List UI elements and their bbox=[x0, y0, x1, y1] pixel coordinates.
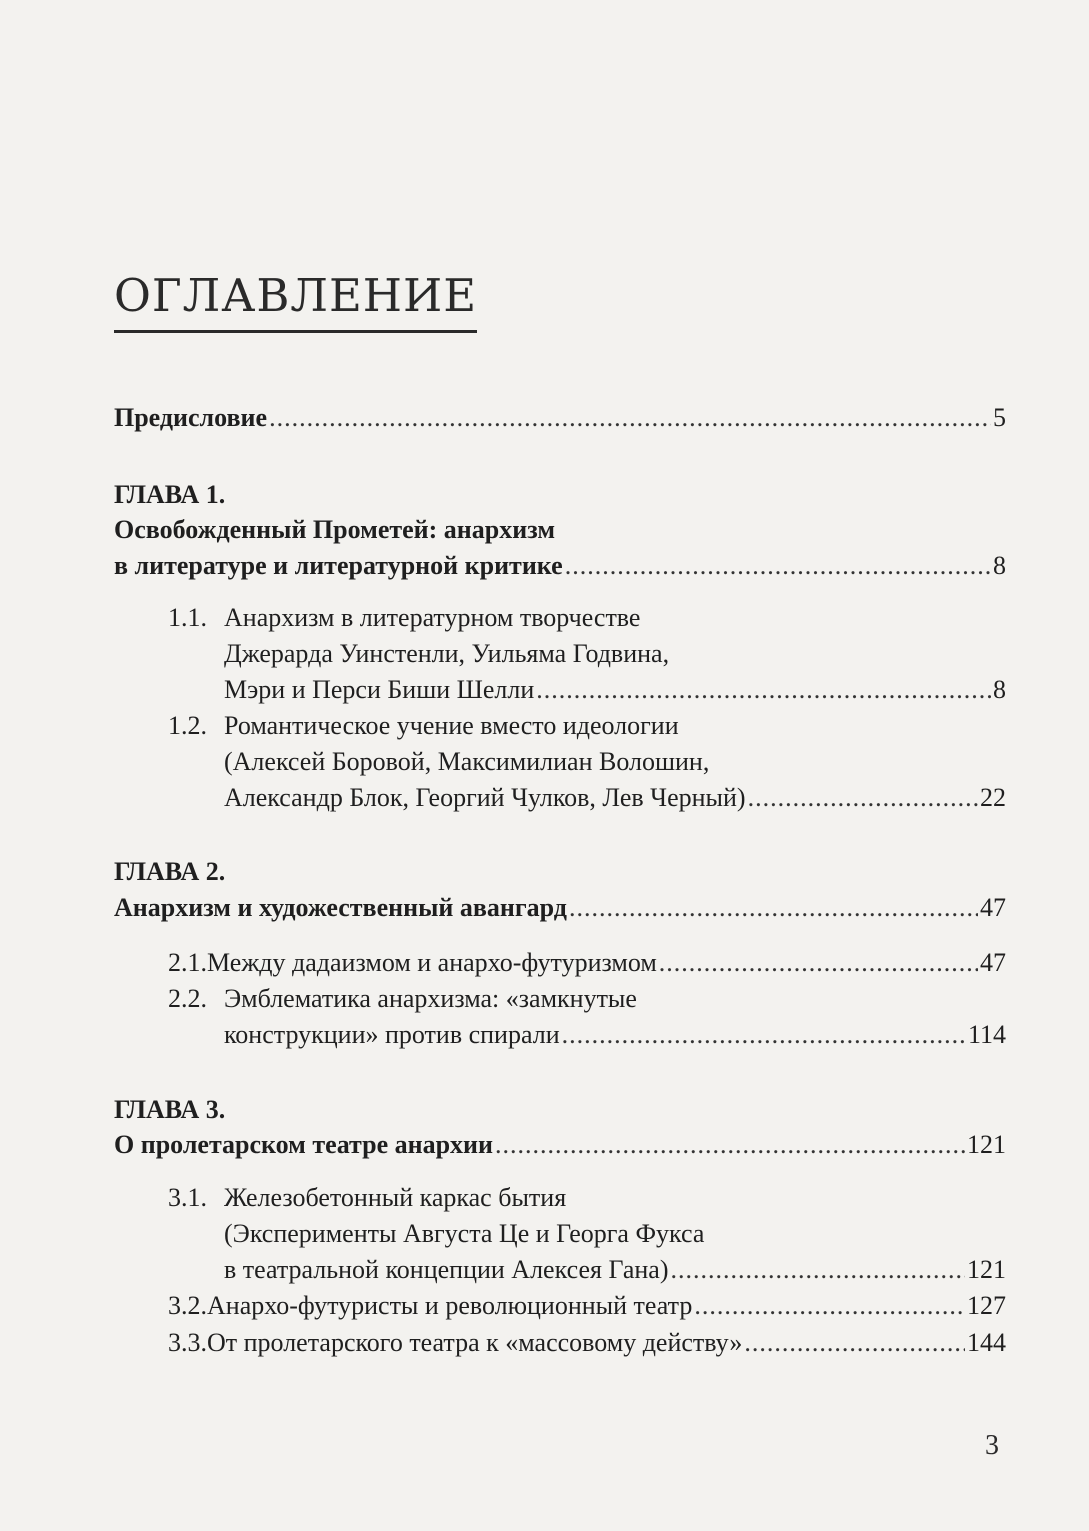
page-ref: 121 bbox=[967, 1130, 1006, 1159]
section-number: 2.2. bbox=[168, 984, 207, 1013]
page-ref: 144 bbox=[967, 1328, 1006, 1357]
toc-entry-preface[interactable] bbox=[114, 400, 1006, 436]
toc-entry-section-2-1[interactable]: 2.1. Между дадаизмом и анархо-футуризмом ..... 47 bbox=[168, 945, 1006, 981]
page-number: 3 bbox=[985, 1430, 999, 1461]
toc-entry-chapter-1[interactable] bbox=[114, 512, 1006, 584]
page-ref: 47 bbox=[980, 948, 1006, 977]
toc-entry-section-3-1[interactable]: 3.1. Железобетонный каркас бытия (Эксперименты Августа Це и Георга Фукса в театральной концепции Алексея Гана) ..... 121 bbox=[168, 1180, 1006, 1288]
page-ref: 114 bbox=[967, 1020, 1006, 1049]
section-number: 1.2. bbox=[168, 711, 207, 740]
page-ref: 127 bbox=[967, 1291, 1006, 1320]
page-ref: 47 bbox=[980, 893, 1006, 922]
toc-title: ОГЛАВЛЕНИЕ bbox=[114, 270, 477, 333]
toc-entry-chapter-2[interactable] bbox=[114, 890, 1006, 926]
entry-label: О пролетарском театре анархии bbox=[114, 1130, 494, 1159]
leader-dots bbox=[562, 1017, 966, 1053]
leader-dots bbox=[694, 1288, 965, 1324]
leader-dots bbox=[744, 1325, 965, 1361]
section-number: 3.3. bbox=[168, 1328, 207, 1357]
section-number: 3.1. bbox=[168, 1183, 207, 1212]
toc-entry-section-1-1[interactable]: 1.1. Анархизм в литературном творчестве Джерарда Уинстенли, Уильяма Годвина, Мэри и Перси Биши Шелли ..... 8 bbox=[168, 600, 1006, 708]
page-ref: 121 bbox=[967, 1255, 1006, 1284]
section-number: 3.2. bbox=[168, 1291, 207, 1320]
section-number: 1.1. bbox=[168, 603, 207, 632]
toc-entry-section-1-2[interactable]: 1.2. Романтическое учение вместо идеологии (Алексей Боровой, Максимилиан Волошин, Александр Блок, Георгий Чулков, Лев Черный) ..... 22 bbox=[168, 708, 1006, 816]
entry-label: Анархизм и художественный авангард bbox=[114, 893, 567, 922]
chapter-1-heading: ГЛАВА 1. bbox=[114, 480, 226, 509]
entry-label: Предисловие bbox=[114, 403, 268, 432]
leader-dots bbox=[569, 890, 978, 926]
leader-dots bbox=[565, 548, 991, 584]
entry-label: Освобожденный Прометей: анархизм bbox=[114, 515, 556, 544]
page-ref: 8 bbox=[993, 551, 1006, 580]
section-number: 2.1. bbox=[168, 948, 207, 977]
leader-dots bbox=[536, 672, 991, 708]
toc-entry-section-3-3[interactable]: 3.3. От пролетарского театра к «массовому действу» ..... 144 bbox=[168, 1325, 1006, 1361]
page-ref: 5 bbox=[993, 403, 1006, 432]
leader-dots bbox=[670, 1252, 965, 1288]
page-ref: 8 bbox=[993, 675, 1006, 704]
leader-dots bbox=[269, 400, 991, 436]
chapter-3-heading: ГЛАВА 3. bbox=[114, 1095, 226, 1124]
entry-label: в литературе и литературной критике bbox=[114, 551, 563, 580]
leader-dots bbox=[748, 780, 978, 816]
toc-entry-section-2-2[interactable]: 2.2. Эмблематика анархизма: «замкнутые конструкции» против спирали ..... 114 bbox=[168, 981, 1006, 1053]
toc-entry-section-3-2[interactable]: 3.2. Анархо-футуристы и революционный театр ..... 127 bbox=[168, 1288, 1006, 1324]
toc-entry-chapter-3[interactable] bbox=[114, 1127, 1006, 1163]
leader-dots bbox=[659, 945, 978, 981]
chapter-2-heading: ГЛАВА 2. bbox=[114, 857, 226, 886]
page-ref: 22 bbox=[980, 783, 1006, 812]
leader-dots bbox=[495, 1127, 965, 1163]
